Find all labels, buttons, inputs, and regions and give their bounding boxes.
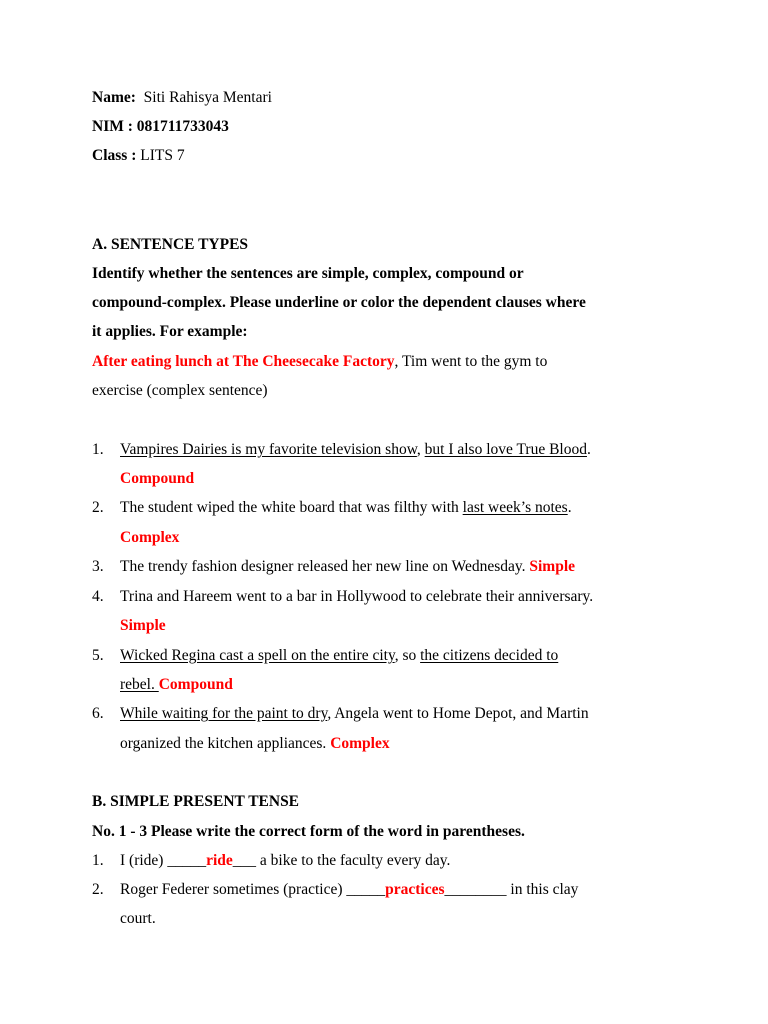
plain-text: . <box>586 441 591 458</box>
a-item-1-answer: Compound <box>120 470 195 487</box>
plain-text: organized the kitchen appliances. <box>120 735 331 752</box>
plain-text: , <box>416 441 425 458</box>
a-item-1 <box>92 440 104 460</box>
section-b-instruction: No. 1 - 3 Please write the correct form of the word in parentheses. <box>92 823 525 840</box>
class-line <box>92 146 185 166</box>
plain-text: , so <box>394 647 421 664</box>
plain-text: The student wiped the white board that was filthy with <box>120 499 463 516</box>
a-item-6-text-2 <box>120 734 390 754</box>
a-item-1-text <box>120 440 591 460</box>
example-line-1 <box>92 352 547 372</box>
item-number: 2. <box>92 499 104 516</box>
a-item-5-text <box>120 646 558 666</box>
a-item-4-text: Trina and Hareem went to a bar in Hollywood to celebrate their anniversary. <box>120 588 594 605</box>
example-line-2: exercise (complex sentence) <box>92 382 268 399</box>
item-number: 4. <box>92 588 104 605</box>
a-item-3-text <box>120 557 575 577</box>
a-item-5 <box>92 646 104 666</box>
b-item-2-text-2: court. <box>120 910 156 927</box>
plain-text: I (ride) _____ <box>120 852 207 869</box>
nim-line: NIM : 081711733043 <box>92 118 229 135</box>
a-item-3 <box>92 557 104 577</box>
b-item-1-text <box>120 851 450 871</box>
underlined-clause: While waiting for the paint to dry <box>120 705 328 722</box>
name-value: Siti Rahisya Mentari <box>143 89 272 106</box>
underlined-clause: but I also love True Blood <box>424 441 587 458</box>
section-a-instruction-1: Identify whether the sentences are simple, complex, compound or <box>92 265 524 282</box>
example-rest: , Tim went to the gym to <box>394 353 548 370</box>
b-item-1-answer: ride <box>206 852 233 869</box>
section-b-heading: B. SIMPLE PRESENT TENSE <box>92 793 300 810</box>
example-dependent-clause: After eating lunch at The Cheesecake Factory <box>92 353 395 370</box>
name-line <box>92 88 272 108</box>
item-number: 1. <box>92 852 104 869</box>
underlined-clause: Wicked Regina cast a spell on the entire city <box>120 647 395 664</box>
b-item-1 <box>92 851 104 871</box>
b-item-2-answer: practices <box>385 881 445 898</box>
plain-text: , Angela went to Home Depot, and Martin <box>327 705 589 722</box>
section-a-heading: A. SENTENCE TYPES <box>92 236 249 253</box>
a-item-6 <box>92 704 104 724</box>
underlined-clause: last week’s notes <box>462 499 568 516</box>
underlined-clause: the citizens decided to <box>420 647 559 664</box>
plain-text: ___ a bike to the faculty every day. <box>232 852 451 869</box>
a-item-6-text <box>120 704 589 724</box>
section-a-instruction-3: it applies. For example: <box>92 323 248 340</box>
item-number: 5. <box>92 647 104 664</box>
underlined-clause: rebel. <box>120 676 159 693</box>
plain-text: . <box>567 499 572 516</box>
a-item-4-answer: Simple <box>120 617 166 634</box>
plain-text: ________ in this clay <box>444 881 579 898</box>
a-item-4 <box>92 587 104 607</box>
section-a-instruction-2: compound-complex. Please underline or color the dependent clauses where <box>92 294 586 311</box>
b-item-2 <box>92 880 104 900</box>
a-item-2-text <box>120 498 572 518</box>
a-item-2 <box>92 498 104 518</box>
a-item-6-answer: Complex <box>330 735 390 752</box>
underlined-clause: Vampires Dairies is my favorite television show <box>120 441 417 458</box>
a-item-2-answer: Complex <box>120 529 180 546</box>
item-number: 1. <box>92 441 104 458</box>
a-item-5-text-2 <box>120 675 233 695</box>
name-label: Name: <box>92 89 136 106</box>
b-item-2-text <box>120 880 578 900</box>
a-item-3-answer: Simple <box>529 558 576 575</box>
plain-text: The trendy fashion designer released her new line on Wednesday. <box>120 558 530 575</box>
item-number: 6. <box>92 705 104 722</box>
class-label: Class : <box>92 147 137 164</box>
class-value: LITS 7 <box>140 147 185 164</box>
item-number: 3. <box>92 558 104 575</box>
plain-text: Roger Federer sometimes (practice) _____ <box>120 881 386 898</box>
a-item-5-answer: Compound <box>158 676 233 693</box>
item-number: 2. <box>92 881 104 898</box>
